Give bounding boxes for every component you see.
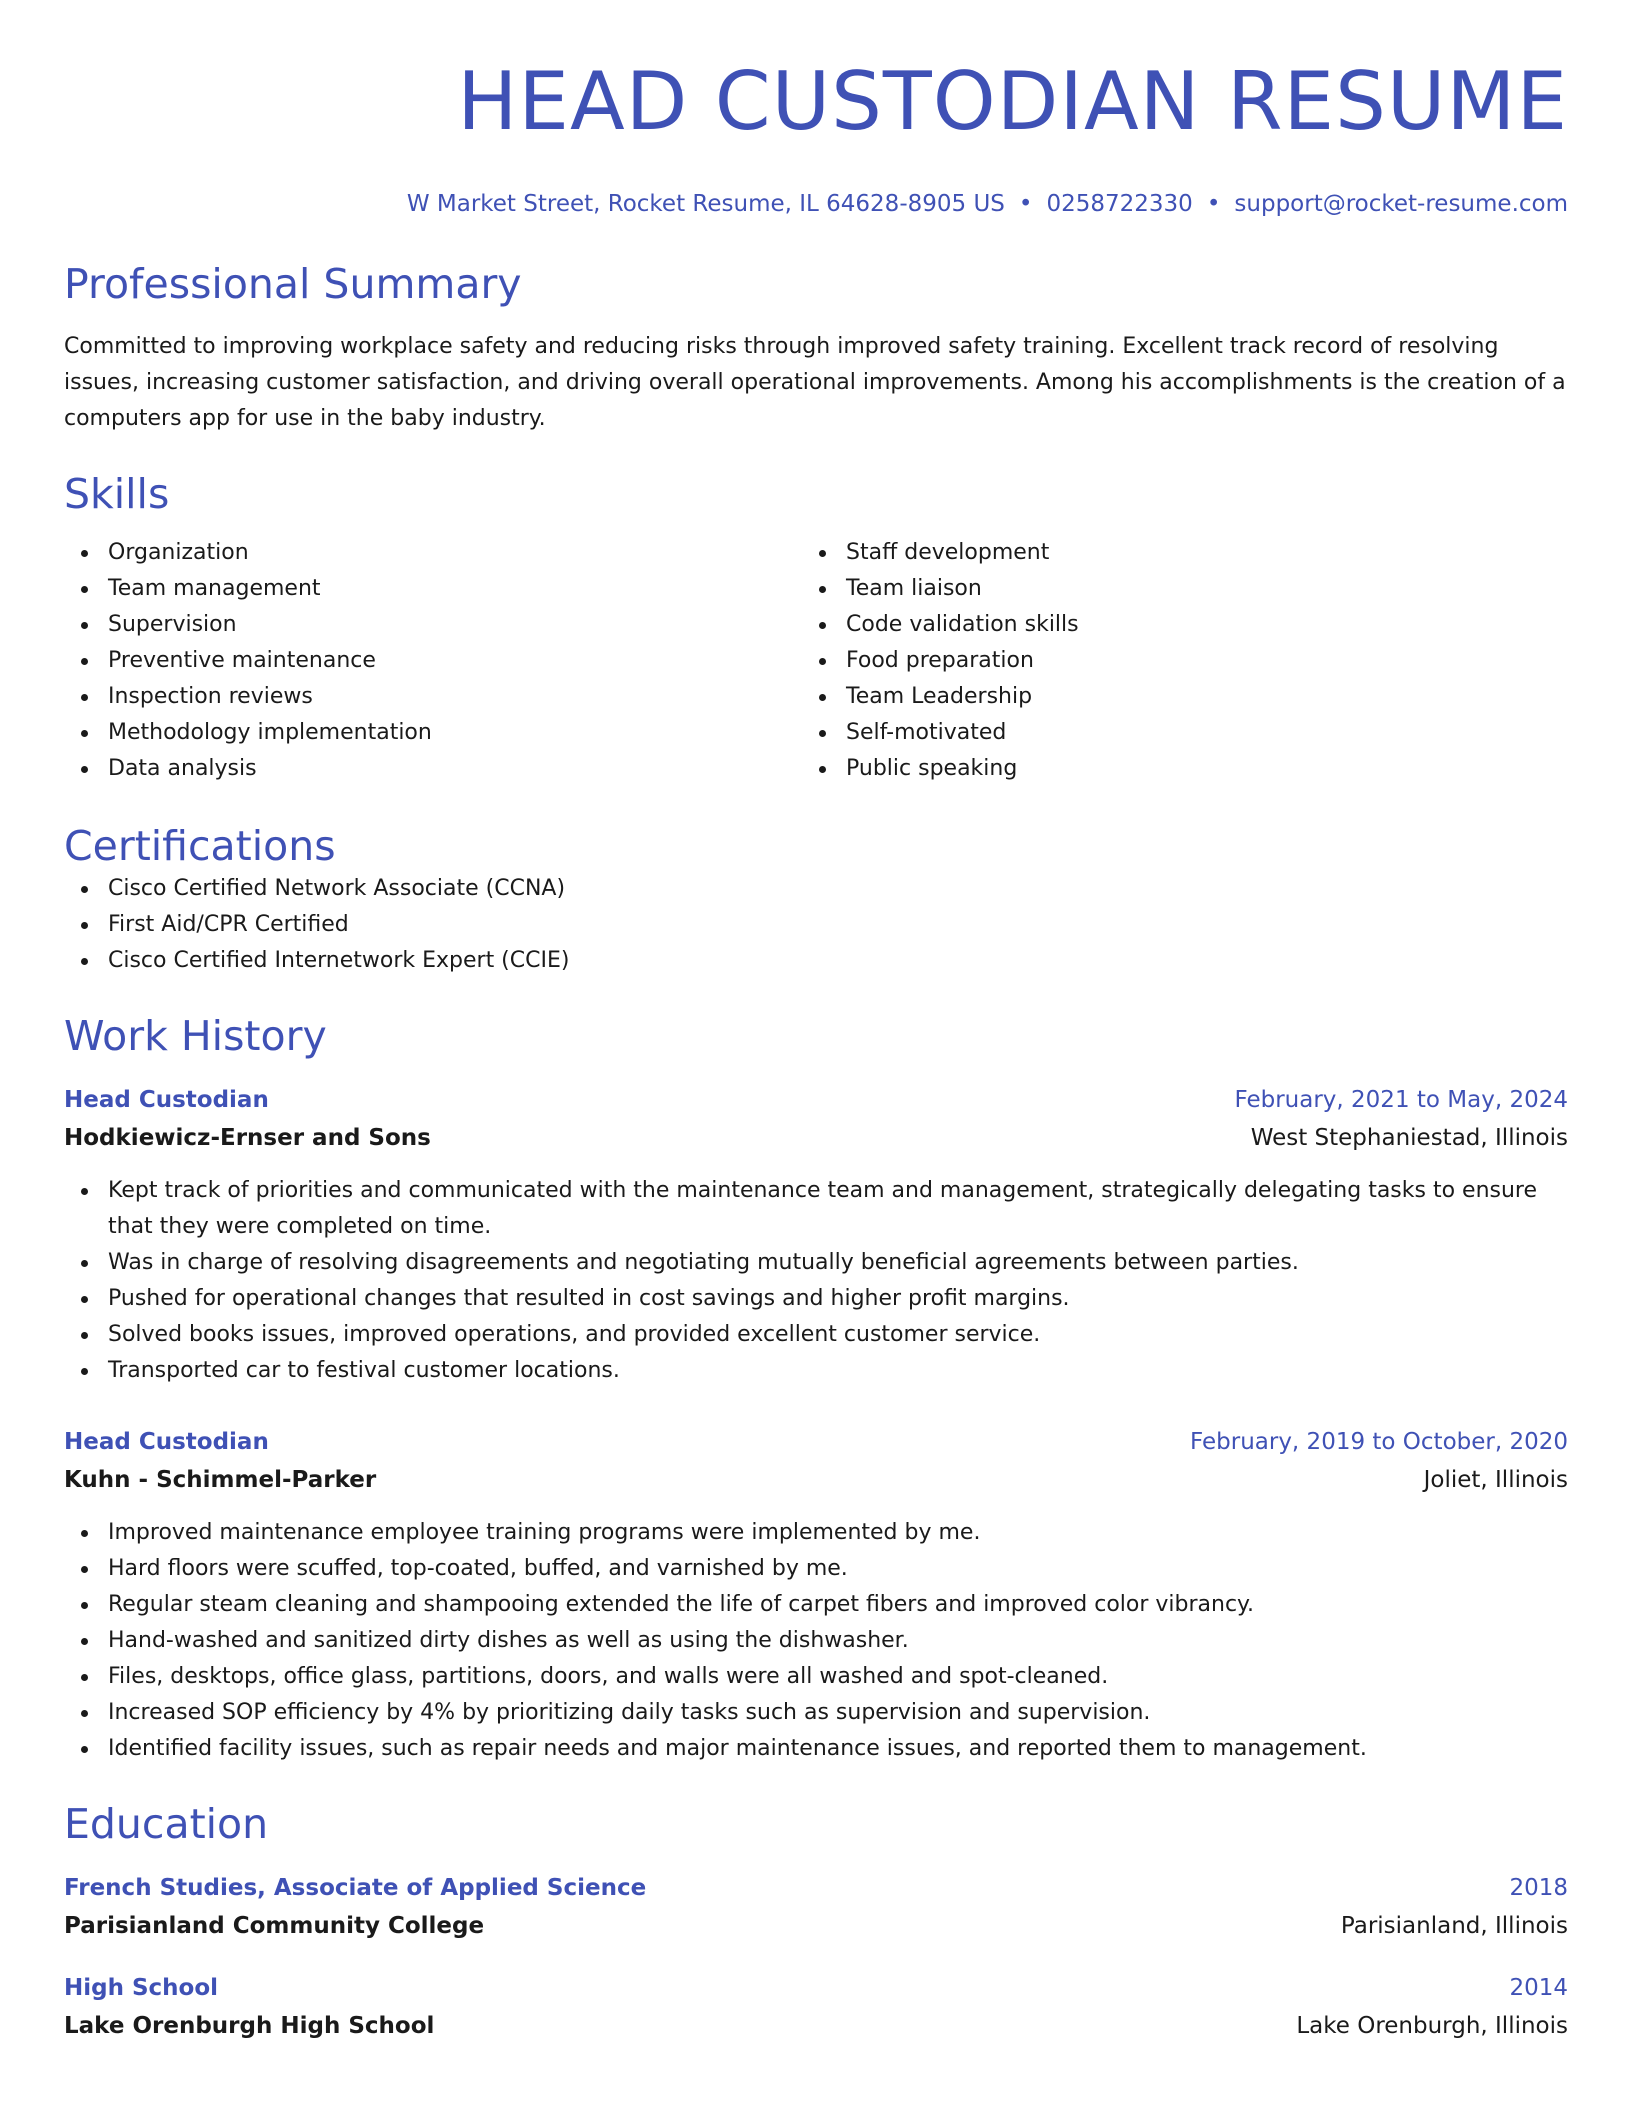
- job-company: Kuhn - Schimmel-Parker: [64, 1467, 377, 1493]
- education-school-row: [64, 2007, 1568, 2045]
- contact-separator: •: [1018, 191, 1033, 217]
- education-degree: High School: [64, 1975, 219, 2001]
- job-duty-item: Increased SOP efficiency by 4% by prioritizing daily tasks such as supervision and supervision.: [64, 1695, 1568, 1731]
- certification-item: Cisco Certified Internetwork Expert (CCIE): [64, 943, 1568, 979]
- job-duty-item: Regular steam cleaning and shampooing extended the life of carpet fibers and improved color vibrancy.: [64, 1587, 1568, 1623]
- skills-list-left: [64, 535, 802, 787]
- certifications-list: [64, 871, 1568, 979]
- job-role: Head Custodian: [64, 1429, 269, 1455]
- contact-phone: 0258722330: [1046, 191, 1193, 217]
- skill-item: Code validation skills: [802, 607, 1540, 643]
- education-school-row: [64, 1907, 1568, 1945]
- education-header-row: [64, 1869, 1568, 1907]
- contact-email[interactable]: support@rocket-resume.com: [1234, 191, 1568, 217]
- education-year: 2018: [1509, 1875, 1568, 1901]
- education-location: Lake Orenburgh, Illinois: [1296, 2013, 1568, 2039]
- education-school: Parisianland Community College: [64, 1913, 485, 1939]
- job-duty-item: Hard floors were scuffed, top-coated, buffed, and varnished by me.: [64, 1551, 1568, 1587]
- job-duty-item: Transported car to festival customer locations.: [64, 1353, 1568, 1389]
- resume-header: [64, 55, 1568, 218]
- skill-item: Staff development: [802, 535, 1540, 571]
- resume-title: HEAD CUSTODIAN RESUME: [457, 55, 1568, 148]
- summary-heading: Professional Summary: [64, 260, 522, 308]
- skill-item: Preventive maintenance: [64, 643, 802, 679]
- certification-item: Cisco Certified Network Associate (CCNA): [64, 871, 1568, 907]
- skill-item: Team liaison: [802, 571, 1540, 607]
- certifications-heading: Certifications: [64, 822, 336, 870]
- education-school: Lake Orenburgh High School: [64, 2013, 435, 2039]
- job-duty-item: Files, desktops, office glass, partitions, doors, and walls were all washed and spot-cleaned.: [64, 1659, 1568, 1695]
- job-header-row: [64, 1081, 1568, 1119]
- job-duty-item: Improved maintenance employee training programs were implemented by me.: [64, 1515, 1568, 1551]
- job-entry: [64, 1081, 1568, 1389]
- job-duty-item: Pushed for operational changes that resulted in cost savings and higher profit margins.: [64, 1281, 1568, 1317]
- skill-item: Supervision: [64, 607, 802, 643]
- job-role: Head Custodian: [64, 1087, 269, 1113]
- skill-item: Inspection reviews: [64, 679, 802, 715]
- skill-item: Methodology implementation: [64, 715, 802, 751]
- skills-heading: Skills: [64, 470, 170, 518]
- skills-columns: [64, 535, 1568, 787]
- job-company-row: [64, 1119, 1568, 1157]
- job-duty-item: Identified facility issues, such as repair needs and major maintenance issues, and reported them to management.: [64, 1731, 1568, 1767]
- contact-address: W Market Street, Rocket Resume, IL 64628-8905 US: [406, 191, 1005, 217]
- education-heading: Education: [64, 1800, 269, 1848]
- job-duty-item: Kept track of priorities and communicated with the maintenance team and management, strategically delegating tasks to ensure that they were completed on time.: [64, 1173, 1568, 1245]
- contact-separator: •: [1206, 191, 1221, 217]
- job-entry: [64, 1423, 1568, 1767]
- summary-text: Committed to improving workplace safety and reducing risks through improved safety training. Excellent track record of resolving issues, increasing customer satisfaction, and driving overall operational improvements. Among his accomplishments is the creation of a computers app for use in the baby industry.: [64, 334, 1566, 431]
- certification-item: First Aid/CPR Certified: [64, 907, 1568, 943]
- skill-item: Organization: [64, 535, 802, 571]
- contact-line: [64, 190, 1568, 218]
- skill-item: Team Leadership: [802, 679, 1540, 715]
- skill-item: Team management: [64, 571, 802, 607]
- skill-item: Data analysis: [64, 751, 802, 787]
- work-history-heading: Work History: [64, 1012, 327, 1060]
- skills-list-right: [802, 535, 1540, 787]
- education-entry: [64, 1869, 1568, 1945]
- job-duty-item: Hand-washed and sanitized dirty dishes as well as using the dishwasher.: [64, 1623, 1568, 1659]
- job-location: West Stephaniestad, Illinois: [1250, 1125, 1568, 1151]
- skill-item: Public speaking: [802, 751, 1540, 787]
- education-degree: French Studies, Associate of Applied Science: [64, 1875, 647, 1901]
- skill-item: Food preparation: [802, 643, 1540, 679]
- job-duty-item: Solved books issues, improved operations, and provided excellent customer service.: [64, 1317, 1568, 1353]
- education-year: 2014: [1509, 1975, 1568, 2001]
- job-company-row: [64, 1461, 1568, 1499]
- job-duty-item: Was in charge of resolving disagreements and negotiating mutually beneficial agreements between parties.: [64, 1245, 1568, 1281]
- education-entry: [64, 1969, 1568, 2045]
- job-header-row: [64, 1423, 1568, 1461]
- education-header-row: [64, 1969, 1568, 2007]
- job-dates: February, 2021 to May, 2024: [1234, 1087, 1568, 1113]
- job-duties-list: [64, 1515, 1568, 1767]
- job-duties-list: [64, 1173, 1568, 1389]
- skill-item: Self-motivated: [802, 715, 1540, 751]
- education-location: Parisianland, Illinois: [1340, 1913, 1568, 1939]
- job-company: Hodkiewicz-Ernser and Sons: [64, 1125, 431, 1151]
- job-dates: February, 2019 to October, 2020: [1190, 1429, 1568, 1455]
- job-location: Joliet, Illinois: [1423, 1467, 1568, 1493]
